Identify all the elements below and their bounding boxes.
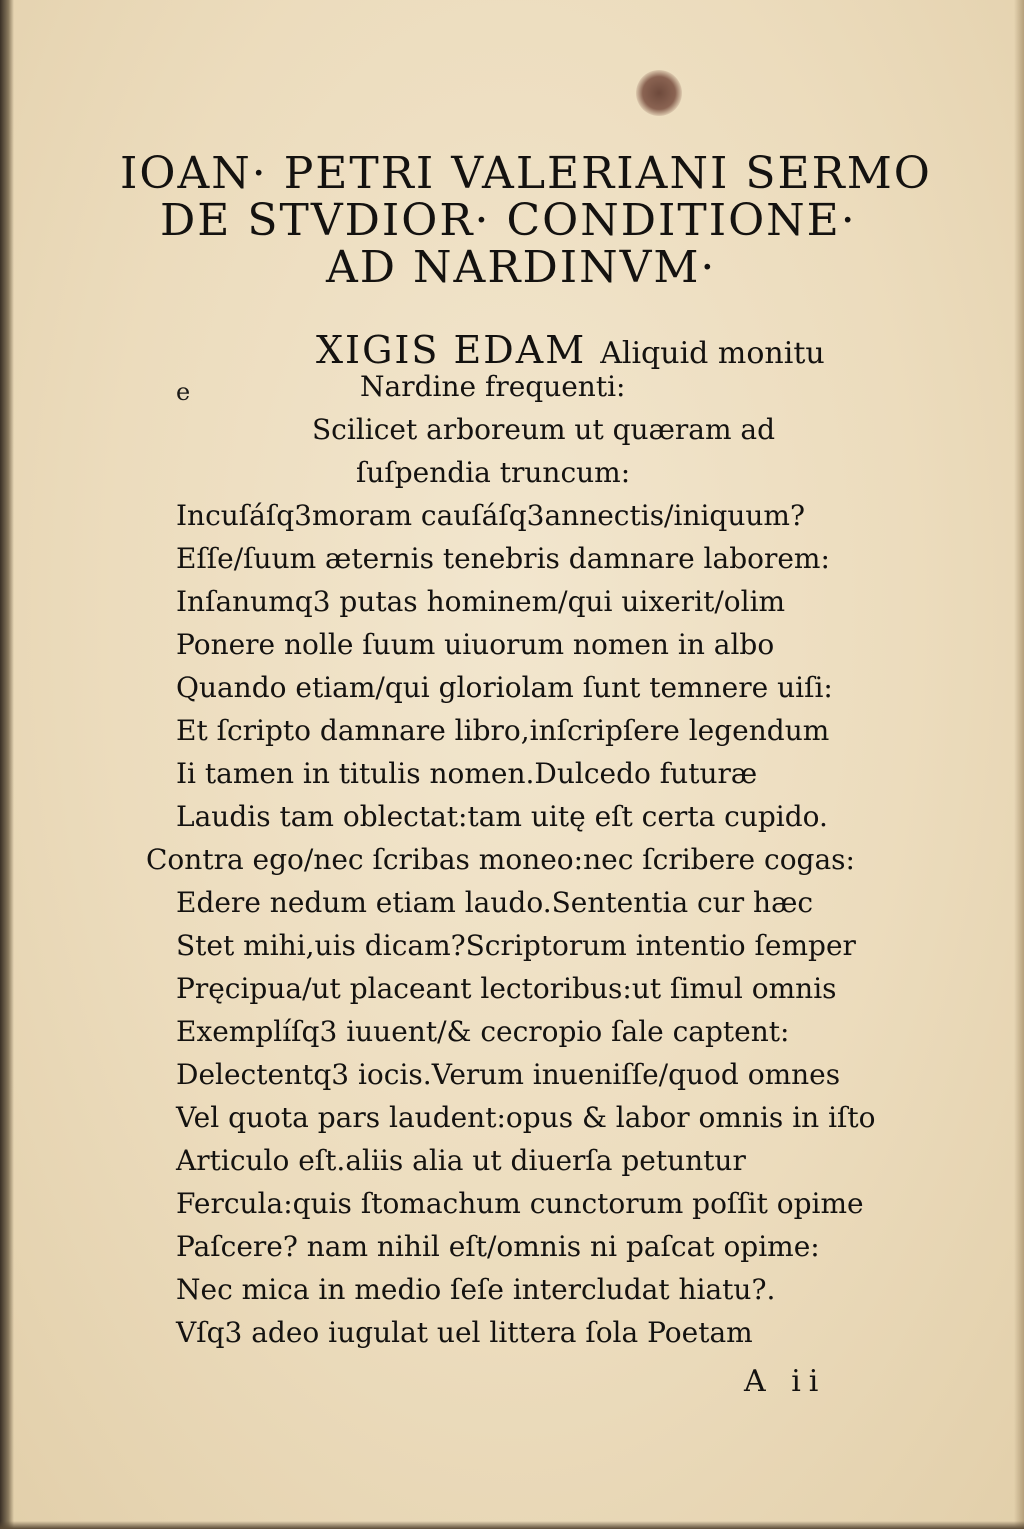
- verse-line: Exemplíſq3 iuuent/& cecropio ſale captent:: [176, 1015, 790, 1048]
- verse-line: Scilicet arboreum ut quæram ad: [312, 413, 776, 446]
- signature-mark: A ii: [744, 1364, 827, 1399]
- verse-body: [146, 494, 876, 1354]
- verse-line: Vel quota pars laudent:opus & labor omnis in iſto: [176, 1101, 876, 1134]
- verse-top-1: [360, 365, 625, 408]
- page-left-edge: [0, 0, 14, 1529]
- page-bottom-edge: [0, 1521, 1024, 1529]
- title-line-1: IOAN· PETRI VALERIANI SERMO: [120, 148, 932, 199]
- verse-line: Fercula:quis ſtomachum cunctorum poſſit opime: [176, 1187, 864, 1220]
- title-line-2: DE STVDIOR· CONDITIONE·: [160, 195, 857, 246]
- verse-top-3: [356, 451, 630, 494]
- verse-line: ſuſpendia truncum:: [356, 456, 631, 489]
- verse-line: Inſanumq3 putas hominem/qui uixerit/olim: [176, 585, 786, 618]
- verse-line: Contra ego/nec ſcribas moneo:nec ſcribere cogas:: [146, 843, 855, 876]
- incipit-rest: Aliquid monitu: [600, 336, 825, 371]
- title-line-3: AD NARDINVM·: [326, 242, 717, 293]
- verse-line: Et ſcripto damnare libro,inſcripſere legendum: [176, 714, 830, 747]
- verse-line: Nec mica in medio ſeſe intercludat hiatu?.: [176, 1273, 776, 1306]
- verse-top-2: [312, 408, 775, 451]
- page-right-edge: [1014, 0, 1024, 1529]
- verse-line: Incuſáſq3moram cauſáſq3annectis/iniquum?: [176, 499, 805, 532]
- verse-line: Edere nedum etiam laudo.Sententia cur hæc: [176, 886, 814, 919]
- incipit-caps: XIGIS EDAM: [316, 328, 587, 372]
- verse-line: Quando etiam/qui gloriolam ſunt temnere uiſi:: [176, 671, 833, 704]
- verse-line: Delectentq3 iocis.Verum inueniſſe/quod omnes: [176, 1058, 841, 1091]
- verse-line: Vſq3 adeo iugulat uel littera ſola Poetam: [176, 1316, 753, 1349]
- verse-line: Eſſe/ſuum æternis tenebris damnare laborem:: [176, 542, 830, 575]
- verse-line: Pręcipua/ut placeant lectoribus:ut ſimul omnis: [176, 972, 837, 1005]
- verse-line: Ponere nolle ſuum uiuorum nomen in albo: [176, 628, 775, 661]
- ink-blot: [636, 70, 682, 116]
- verse-line: Nardine frequenti:: [360, 370, 626, 403]
- verse-line: Laudis tam oblectat:tam uitę eſt certa cupido.: [176, 800, 828, 833]
- verse-line: Stet mihi,uis dicam?Scriptorum intentio ſemper: [176, 929, 856, 962]
- verse-line: Articulo eſt.aliis alia ut diuerſa petuntur: [176, 1144, 746, 1177]
- guide-letter: e: [176, 378, 191, 406]
- verse-line: Ii tamen in titulis nomen.Dulcedo futuræ: [176, 757, 758, 790]
- verse-line: Paſcere? nam nihil eſt/omnis ni paſcat opime:: [176, 1230, 820, 1263]
